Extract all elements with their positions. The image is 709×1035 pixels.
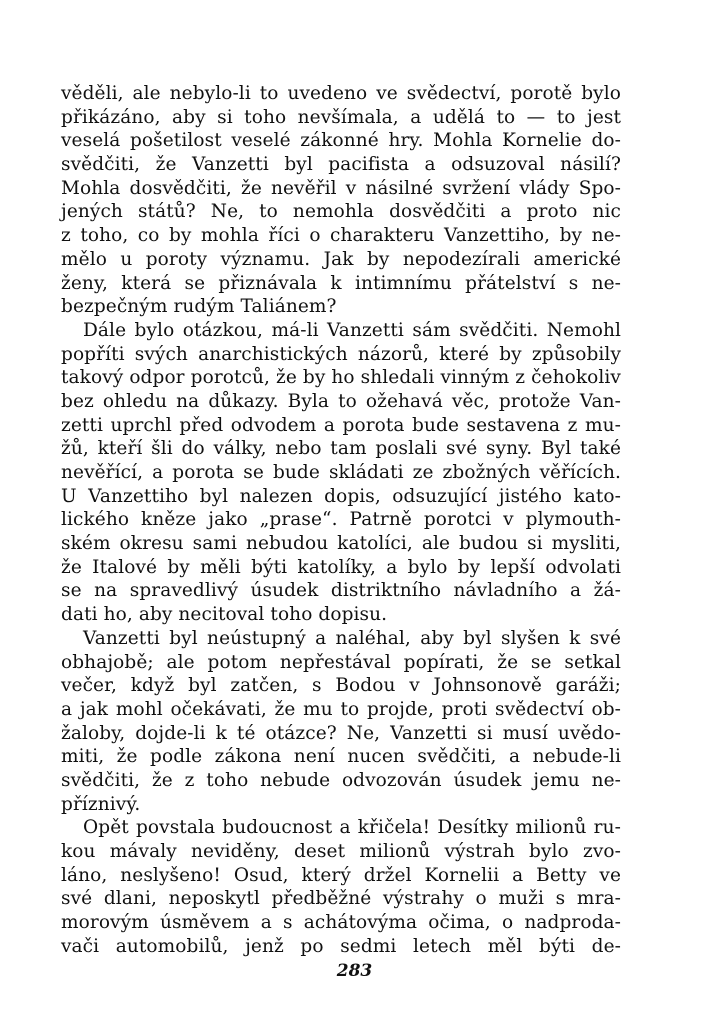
text-line: obhajobě; ale potom nepřestával popírati, že se setkal: [61, 651, 621, 673]
text-line: věděli, ale nebylo-li to uvedeno ve svědectví, porotě bylo: [61, 83, 621, 104]
text-line: z toho, co by mohla říci o charakteru Vanzettiho, by ne-: [61, 225, 621, 247]
text-line: jených států? Ne, to nemohla dosvědčiti a proto nic: [61, 201, 621, 223]
text-line: vači automobilů, jenž po sedmi letech měl býti de-: [61, 935, 621, 957]
text-line: a jak mohl očekávati, že mu to projde, proti svědectví ob-: [61, 698, 621, 720]
text-line: lického kněze jako „prase“. Patrně porotci v plymouth-: [61, 509, 621, 531]
text-line: příznivý.: [61, 793, 141, 815]
text-line: přikázáno, aby si toho nevšímala, a udělá to — to jest: [61, 106, 621, 128]
text-line: své dlani, neposkytl předběžné výstrahy o muži s mra-: [61, 888, 621, 910]
text-line: morovým úsměvem a s achátovýma očima, o nadproda-: [61, 912, 621, 934]
text-line: že Italové by měli býti katolíky, a bylo by lepší odvolati: [61, 556, 621, 578]
text-line: láno, neslyšeno! Osud, který držel Kornelii a Betty ve: [61, 864, 621, 886]
text-line: večer, když byl zatčen, s Bodou v Johnsonově garáži;: [61, 675, 621, 697]
text-line: dati ho, aby necitoval toho dopisu.: [61, 604, 388, 626]
text-line: ském okresu sami nebudou katolíci, ale budou si mysliti,: [61, 533, 621, 555]
text-line: bez ohledu na důkazy. Byla to ožehavá věc, protože Van-: [61, 390, 621, 412]
text-line: Opět povstala budoucnost a křičela! Desítky milionů ru-: [83, 817, 621, 839]
text-line: popříti svých anarchistických názorů, které by způsobily: [61, 343, 621, 365]
text-line: ženy, která se přiznávala k intimnímu přátelství s ne-: [61, 272, 621, 294]
text-line: U Vanzettiho byl nalezen dopis, odsuzující jistého kato-: [61, 485, 621, 507]
text-line: takový odpor porotců, že by ho shledali vinným z čehokoliv: [61, 367, 621, 389]
text-line: se na spravedlivý úsudek distriktního návladního a žá-: [61, 580, 621, 602]
text-line: bezpečným rudým Taliánem?: [61, 296, 337, 318]
text-line: žaloby, dojde-li k té otázce? Ne, Vanzetti si musí uvědo-: [61, 722, 621, 744]
text-line: mělo u poroty významu. Jak by nepodezírali americké: [61, 248, 621, 270]
text-line: nevěřící, a porota se bude skládati ze zbožných věřících.: [61, 462, 621, 483]
text-line: žů, kteří šli do války, nebo tam poslali své syny. Byl také: [61, 438, 621, 460]
text-line: Dále bylo otázkou, má-li Vanzetti sám svědčiti. Nemohl: [83, 319, 621, 341]
text-line: svědčiti, že z toho nebude odvozován úsudek jemu ne-: [61, 769, 621, 791]
text-line: Mohla dosvědčiti, že nevěřil v násilné svržení vlády Spo-: [61, 177, 621, 199]
text-line: miti, že podle zákona není nucen svědčiti, a nebude-li: [61, 746, 621, 768]
text-line: svědčiti, že Vanzetti byl pacifista a odsuzoval násilí?: [61, 154, 621, 176]
page-number: 283: [336, 961, 373, 981]
text-line: veselá pošetilost veselé zákonné hry. Mohla Kornelie do-: [61, 130, 621, 152]
body-text: [61, 82, 621, 958]
text-line: kou mávaly neviděny, deset milionů výstrah bylo zvo-: [61, 841, 621, 862]
text-line: Vanzetti byl neústupný a naléhal, aby byl slyšen k své: [83, 627, 621, 649]
text-line: zetti uprchl před odvodem a porota bude sestavena z mu-: [61, 414, 621, 436]
